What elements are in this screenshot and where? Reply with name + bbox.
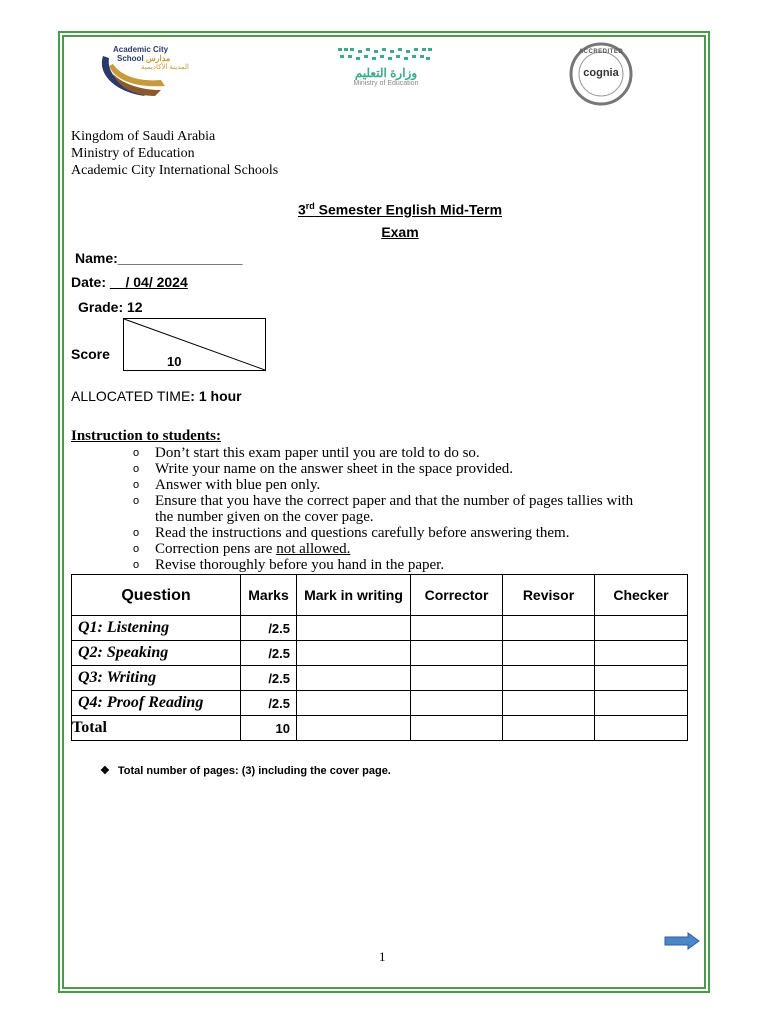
ministry-logo-pattern-icon (336, 46, 436, 64)
mark-in-writing-cell[interactable] (297, 716, 411, 741)
school-header (71, 128, 278, 179)
exam-title (250, 195, 550, 243)
mark-in-writing-cell[interactable] (297, 641, 411, 666)
col-header-question: Question (72, 575, 241, 616)
ministry-logo-name-ar: وزارة التعليم (354, 66, 418, 80)
school-logo-name-ar: المدينة الأكاديمية (141, 64, 189, 71)
corrector-cell[interactable] (411, 691, 503, 716)
score-label: Score (71, 346, 110, 362)
question-cell: Q2: Speaking (72, 641, 241, 666)
score-total: 10 (167, 354, 182, 369)
total-marks-cell: 10 (241, 716, 297, 741)
question-cell: Q1: Listening (72, 616, 241, 641)
corrector-cell[interactable] (411, 641, 503, 666)
revisor-cell[interactable] (503, 716, 595, 741)
date-value: __/ 04/ 2024 (109, 274, 188, 290)
corrector-cell[interactable] (411, 666, 503, 691)
score-box (123, 318, 266, 371)
marks-table (71, 574, 688, 741)
score-box-diagonal (124, 319, 265, 370)
table-row (72, 691, 688, 716)
name-field[interactable] (75, 250, 242, 266)
instruction-item: o Don’t start this exam paper until you are told to do so. (133, 445, 480, 461)
revisor-cell[interactable] (503, 691, 595, 716)
checker-cell[interactable] (595, 641, 688, 666)
revisor-cell[interactable] (503, 616, 595, 641)
col-header-corrector: Corrector (411, 575, 503, 616)
col-header-marks: Marks (241, 575, 297, 616)
exam-title-line2: Exam (381, 223, 419, 240)
ministry-logo (334, 46, 438, 92)
school-logo-name-en-2: School مدارس (117, 54, 171, 63)
name-label: Name: (75, 250, 118, 266)
header-country: Kingdom of Saudi Arabia (71, 129, 216, 144)
instructions-list (133, 445, 695, 573)
marks-cell: /2.5 (241, 641, 297, 666)
marks-cell: /2.5 (241, 616, 297, 641)
accredited-label: ACCREDITED (578, 49, 624, 55)
cognia-accreditation-badge (569, 42, 633, 106)
allocated-time-label: ALLOCATED TIME (71, 388, 191, 404)
exam-title-line1: 3rd Semester English Mid-Term (297, 201, 503, 218)
col-header-checker: Checker (595, 575, 688, 616)
arrow-right-icon (664, 932, 700, 950)
question-cell: Q3: Writing (72, 666, 241, 691)
marks-cell: /2.5 (241, 666, 297, 691)
school-logo-name-en: Academic City (113, 45, 169, 54)
instruction-item-continued: the number given on the cover page. (155, 509, 374, 525)
pages-note-text: Total number of pages: (3) including the cover page. (117, 765, 391, 777)
instruction-item: o Ensure that you have the correct paper and that the number of pages tallies with (133, 493, 634, 509)
instruction-item: o Revise thoroughly before you hand in the paper. (133, 557, 445, 573)
cognia-label: cognia (583, 67, 619, 79)
question-cell: Q4: Proof Reading (72, 691, 241, 716)
diamond-bullet-icon: ❖ (100, 765, 110, 777)
date-field (71, 274, 188, 290)
next-page-arrow[interactable] (664, 932, 700, 950)
table-total-row (72, 716, 688, 741)
page-number: 1 (379, 949, 386, 964)
allocated-time-value: : 1 hour (190, 388, 242, 404)
col-header-revisor: Revisor (503, 575, 595, 616)
instructions-heading: Instruction to students: (71, 428, 222, 444)
mark-in-writing-cell[interactable] (297, 616, 411, 641)
instruction-item: o Correction pens are not allowed. (133, 541, 351, 557)
school-logo (95, 44, 195, 104)
name-blank: ________________ (117, 250, 243, 266)
instruction-item: o Write your name on the answer sheet in the space provided. (133, 461, 514, 477)
ministry-logo-name-en: Ministry of Education (353, 80, 419, 87)
total-label-cell: Total (72, 716, 241, 741)
revisor-cell[interactable] (503, 641, 595, 666)
table-row (72, 616, 688, 641)
mark-in-writing-cell[interactable] (297, 666, 411, 691)
instruction-item: o Answer with blue pen only. (133, 477, 321, 493)
revisor-cell[interactable] (503, 666, 595, 691)
col-header-mark-in-writing: Mark in writing (297, 575, 411, 616)
table-row (72, 666, 688, 691)
header-school: Academic City International Schools (71, 163, 279, 178)
checker-cell[interactable] (595, 666, 688, 691)
checker-cell[interactable] (595, 716, 688, 741)
corrector-cell[interactable] (411, 616, 503, 641)
instruction-item: o Read the instructions and questions carefully before answering them. (133, 525, 570, 541)
header-ministry: Ministry of Education (71, 146, 195, 161)
date-label: Date: (71, 274, 107, 290)
pages-note (100, 764, 391, 777)
table-header-row (72, 575, 688, 616)
marks-cell: /2.5 (241, 691, 297, 716)
checker-cell[interactable] (595, 691, 688, 716)
table-row (72, 641, 688, 666)
grade-label: Grade: 12 (78, 299, 143, 315)
allocated-time (71, 388, 242, 404)
corrector-cell[interactable] (411, 716, 503, 741)
checker-cell[interactable] (595, 616, 688, 641)
mark-in-writing-cell[interactable] (297, 691, 411, 716)
